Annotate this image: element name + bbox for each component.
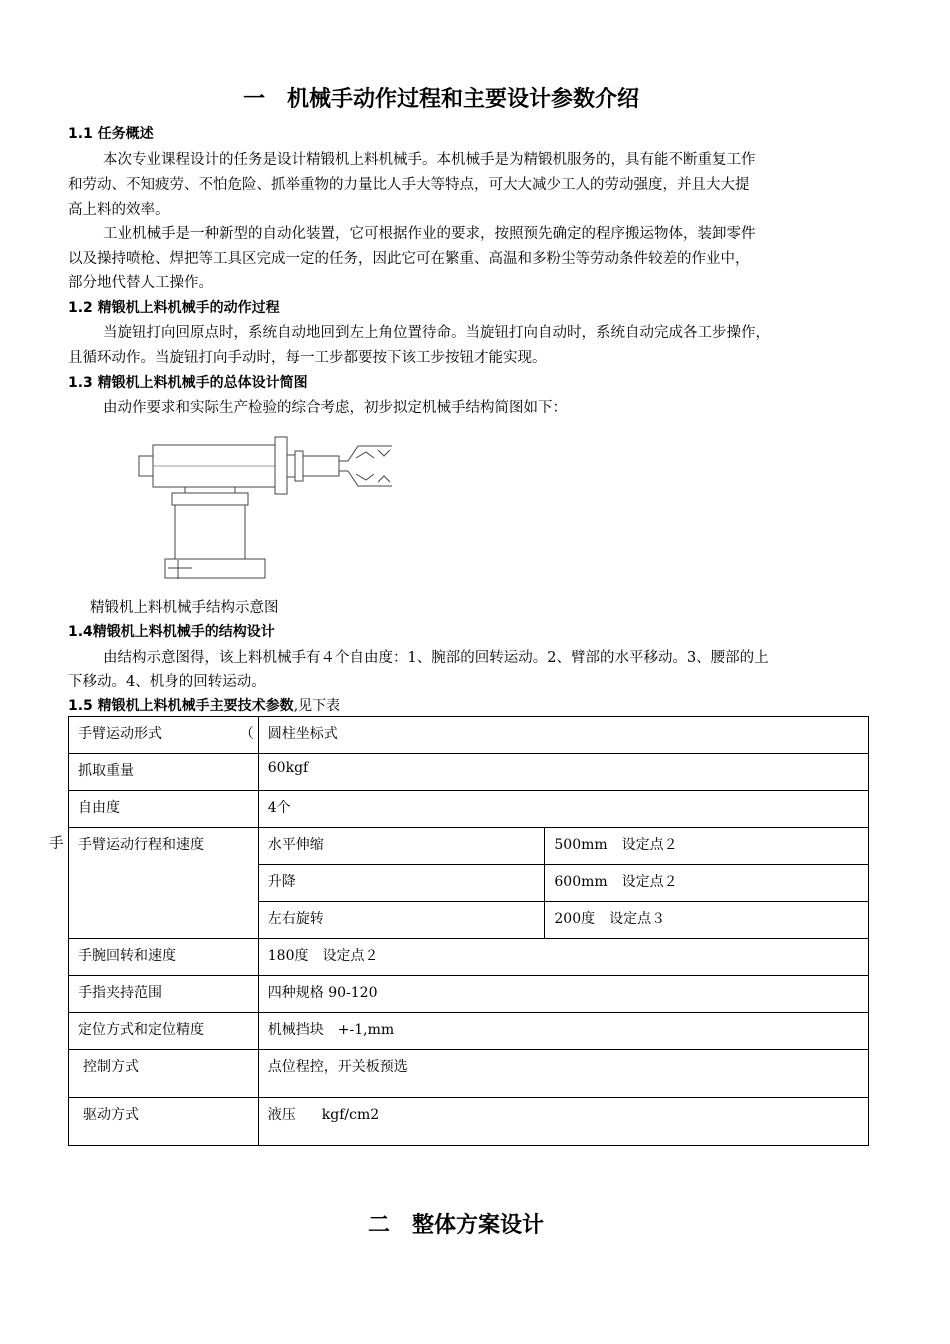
table-cell-value [258,1098,868,1146]
cell-text: 手臂运动形式 [78,726,162,742]
table-cell-value [258,939,868,976]
table-row [69,1098,869,1146]
value-text-2: +-1,mm [337,1022,395,1038]
table-cell-label [69,717,259,754]
table-cell-label: 手腕回转和速度 [69,939,259,976]
table-cell-motion: 水平伸缩 [258,828,545,865]
table-cell-label: 驱动方式 [69,1098,259,1146]
table-cell-value: 四种规格 90-120 [258,976,868,1013]
table-cell-motion: 升降 [258,865,545,902]
tech-params-table [68,716,869,1146]
manipulator-structure-diagram [130,430,400,582]
setpoint-value: 设定点２ [621,874,678,890]
table-cell-value: 60kgf [258,754,868,791]
paragraph-line: 部分地代替人工操作。 [68,275,213,291]
paragraph-line: 且循环动作。当旋钮打向手动时，每一工步都要按下该工步按钮才能实现。 [68,350,547,366]
table-cell-value: 圆柱坐标式 [258,717,868,754]
table-cell-value [258,1013,868,1050]
heading-1-3: 1.3 精锻机上料机械手的总体设计简图 [68,375,308,391]
heading-1-5-suffix: ,见下表 [293,698,341,714]
margin-char: 手 [49,836,64,852]
table-row [69,717,869,754]
heading-1-5 [68,695,340,715]
table-row [69,754,869,791]
heading-1-1: 1.1 任务概述 [68,126,154,142]
table-cell-range [545,902,869,939]
heading-1-5-text: 1.5 精锻机上料机械手主要技术参数 [68,698,294,714]
range-value: 500mm [554,837,608,853]
table-cell-range [545,828,869,865]
table-row [69,1050,869,1098]
paragraph-line: 本次专业课程设计的任务是设计精锻机上料机械手。本机械手是为精锻机服务的，具有能不断重复工作 [103,152,756,168]
heading-1-2: 1.2 精锻机上料机械手的动作过程 [68,300,280,316]
table-cell-motion: 左右旋转 [258,902,545,939]
setpoint-value: 设定点２ [621,837,678,853]
table-row [69,1013,869,1050]
value-text: 液压 [267,1107,296,1123]
paragraph-line: 以及操持喷枪、焊把等工具区完成一定的任务，因此它可在繁重、高温和多粉尘等劳动条件较差的作业中， [68,251,750,267]
table-cell-range [545,865,869,902]
table-cell-label: 定位方式和定位精度 [69,1013,259,1050]
table-cell-label: 手臂运动行程和速度 [69,828,259,939]
setpoint-value: 设定点３ [609,911,666,927]
table-cell-value: 点位程控，开关板预选 [258,1050,868,1098]
table-cell-label: 抓取重量 [69,754,259,791]
paragraph-line: 下移动。4、机身的回转运动。 [68,674,266,690]
table-cell-label: 自由度 [69,791,259,828]
value-text-2: 设定点２ [322,948,379,964]
paragraph-line: 和劳动、不知疲劳、不怕危险、抓举重物的力量比人手大等特点，可大大减少工人的劳动强度，并且大大提 [68,177,750,193]
section-title-2: 二 整体方案设计 [368,1213,545,1238]
table-cell-label: 手指夹持范围 [69,976,259,1013]
table-row [69,939,869,976]
table-row [69,828,869,865]
range-value: 200度 [554,911,596,927]
table-row [69,976,869,1013]
paragraph-line: 当旋钮打向回原点时，系统自动地回到左上角位置待命。当旋钮打向自动时，系统自动完成各工步操作， [103,325,770,341]
cell-stray-char: （ [239,726,254,742]
paragraph-line: 工业机械手是一种新型的自动化装置，它可根据作业的要求，按照预先确定的程序搬运物体，装卸零件 [103,226,756,242]
table-cell-label: 控制方式 [69,1050,259,1098]
value-text: 180度 [267,948,309,964]
value-text-2: kgf/cm2 [321,1107,380,1123]
section-title: 一 机械手动作过程和主要设计参数介绍 [243,87,640,112]
range-value: 600mm [554,874,608,890]
paragraph-line: 高上料的效率。 [68,202,170,218]
table-row [69,791,869,828]
heading-1-4: 1.4精锻机上料机械手的结构设计 [68,624,275,640]
table-cell-value: 4个 [258,791,868,828]
paragraph-line: 由动作要求和实际生产检验的综合考虑，初步拟定机械手结构简图如下： [103,400,567,416]
paragraph-line: 由结构示意图得，该上料机械手有４个自由度：1、腕部的回转运动。2、臂部的水平移动。3、腰部的上 [103,650,769,666]
figure-caption: 精锻机上料机械手结构示意图 [90,600,279,616]
value-text: 机械挡块 [267,1022,324,1038]
